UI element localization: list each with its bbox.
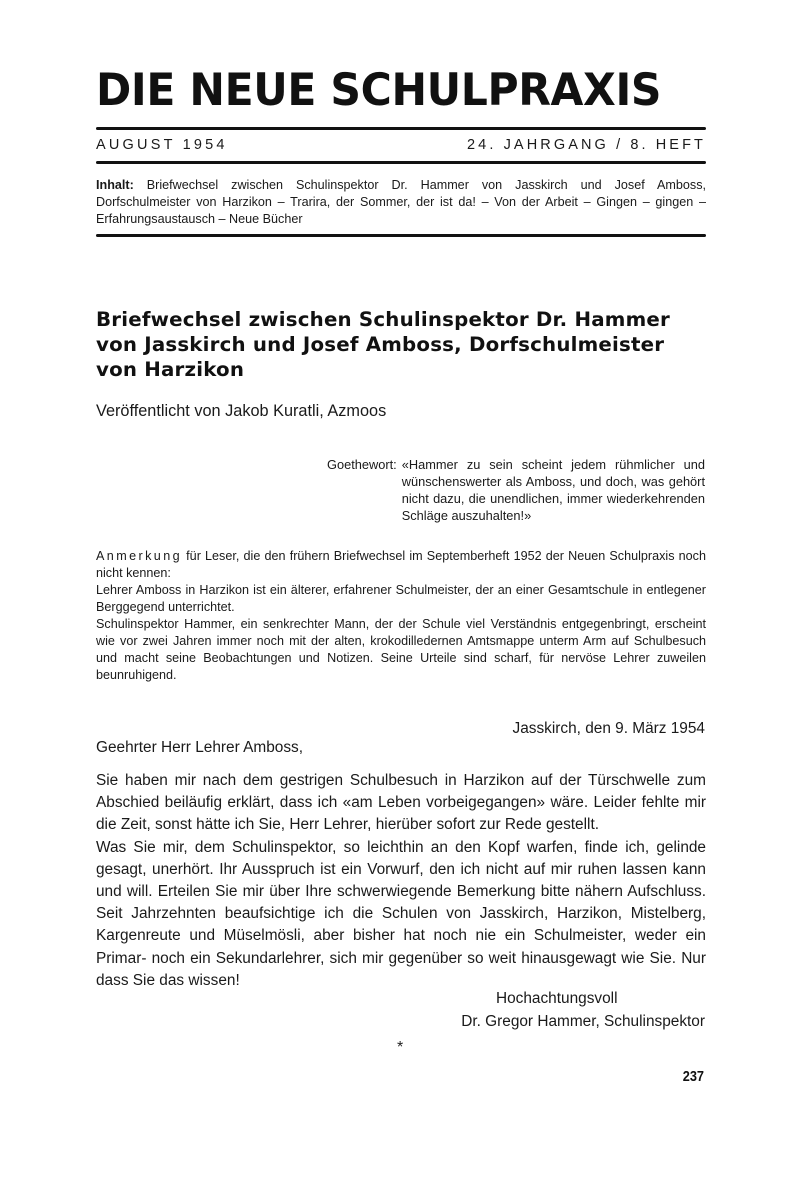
article-byline: Veröffentlicht von Jakob Kuratli, Azmoos bbox=[96, 402, 387, 420]
contents-rule bbox=[96, 234, 706, 237]
letter-body bbox=[96, 770, 706, 992]
note-paragraph: Schulinspektor Hammer, ein senkrechter Mann, der der Schule viel Verständnis entgegenbringt, erscheint wie vor zwei Jahren immer noch mit der alten, krokodilledernen Amtsmappe unterm Arm auf Schulbesuch und macht seine Beobachtungen und Notizen. Seine Urteile sind scharf, für nervöse Lehrer zuweilen beunruhigend. bbox=[96, 617, 706, 682]
letter-salutation: Geehrter Herr Lehrer Amboss, bbox=[96, 739, 303, 756]
letter-closing: Hochachtungsvoll bbox=[496, 990, 618, 1007]
note-lead: Anmerkung bbox=[96, 549, 183, 563]
editor-note bbox=[96, 548, 706, 684]
note-intro-paragraph bbox=[96, 548, 706, 582]
asterisk-ornament-icon: * bbox=[397, 1039, 404, 1056]
letter-paragraph: Was Sie mir, dem Schulinspektor, so leichthin an den Kopf warfen, finde ich, gelinde gesagt, unerhört. Ihr Ausspruch ist ein Vorwurf, den ich nicht auf mir ruhen lassen kann und will. Erteilen Sie mir über Ihre schwerwiegende Bemerkung bitte nähern Aufschluss. Seit Jahrzehnten beaufsichtige ich die Schulen von Jasskirch, Harzikon, Mistelberg, Kargenreute und Müselmösli, aber bisher hat noch nie ein Schulmeister, weder ein Primar- noch ein Sekundarlehrer, sich mir gegenüber so weit hinausgewagt wie Sie. Nur dass Sie das wissen! bbox=[96, 838, 706, 989]
journal-title: DIE NEUE SCHULPRAXIS bbox=[96, 65, 662, 116]
motto-label: Goethewort: bbox=[327, 457, 397, 472]
note-paragraph: Lehrer Amboss in Harzikon ist ein älterer, erfahrener Schulmeister, der an einer Gesamtschule in entlegener Berggegend unterrichtet. bbox=[96, 583, 706, 614]
motto-text: «Hammer zu sein scheint jedem rühmlicher und wünschenswerter als Amboss, und doch, was gehört nicht dazu, die unendlichen, immer wiederkehrenden Schläge auszuhalten!» bbox=[401, 457, 705, 523]
masthead-rule-top bbox=[96, 127, 706, 130]
note-intro: für Leser, die den frühern Briefwechsel im Septemberheft 1952 der Neuen Schulpraxis noch nicht kennen: bbox=[96, 549, 706, 580]
page-number: 237 bbox=[682, 1068, 704, 1085]
motto-quote bbox=[327, 456, 705, 524]
letter-signature: Dr. Gregor Hammer, Schulinspektor bbox=[461, 1013, 705, 1030]
issue-date: AUGUST 1954 bbox=[96, 137, 228, 153]
table-of-contents bbox=[96, 177, 706, 228]
article-title: Briefwechsel zwischen Schulinspektor Dr. Hammer von Jasskirch und Josef Amboss, Dorfschulmeister von Harzikon bbox=[96, 308, 670, 381]
contents-label: Inhalt: bbox=[96, 178, 134, 192]
masthead-rule-bottom bbox=[96, 161, 706, 164]
contents-text: Briefwechsel zwischen Schulinspektor Dr. Hammer von Jasskirch und Josef Amboss, Dorfschulmeister von Harzikon – Trarira, der Sommer, der ist da! – Von der Arbeit – Gingen – gingen – Erfahrungsaustausch – Neue Bücher bbox=[96, 178, 707, 226]
letter-paragraph: Sie haben mir nach dem gestrigen Schulbesuch in Harzikon auf der Türschwelle zum Abschied beiläufig erklärt, dass ich «am Leben vorbeigegangen» wäre. Leider fehlte mir die Zeit, sonst hätte ich Sie, Herr Lehrer, hierüber sofort zur Rede gestellt. bbox=[96, 772, 706, 834]
issue-volume: 24. JAHRGANG / 8. HEFT bbox=[466, 137, 706, 153]
letter-place-date: Jasskirch, den 9. März 1954 bbox=[512, 720, 705, 737]
issue-line bbox=[96, 136, 706, 154]
